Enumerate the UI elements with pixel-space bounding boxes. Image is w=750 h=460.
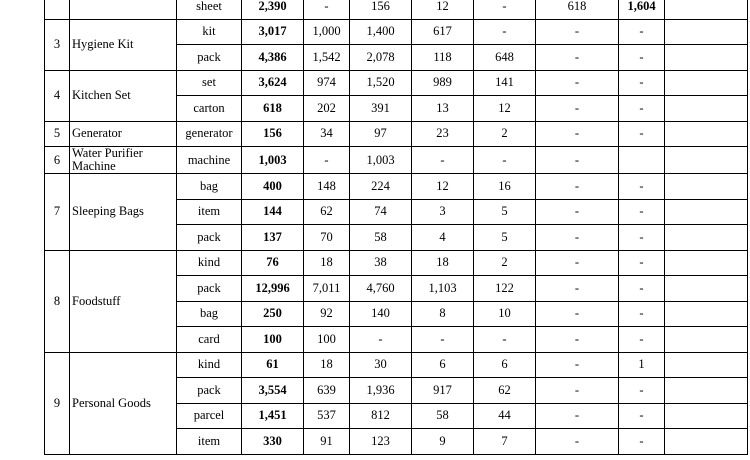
cell-col-d: 5	[474, 225, 536, 251]
cell-col-e: -	[536, 327, 619, 353]
cell-col-g	[665, 0, 748, 19]
cell-item-name: Water Purifier Machine	[70, 147, 177, 174]
table-row	[45, 19, 748, 45]
cell-col-g	[665, 147, 748, 174]
cell-total: 144	[242, 199, 304, 225]
cell-col-b: 97	[350, 121, 412, 147]
cell-col-f: -	[619, 276, 665, 302]
cell-col-g	[665, 96, 748, 122]
cell-col-a: 148	[304, 174, 350, 200]
cell-col-a: 62	[304, 199, 350, 225]
cell-item-name: Generator	[70, 121, 177, 147]
cell-col-b: 2,078	[350, 45, 412, 71]
cell-col-c: 18	[412, 250, 474, 276]
cell-col-e: -	[536, 225, 619, 251]
cell-total: 250	[242, 301, 304, 327]
relief-items-table	[44, 0, 748, 455]
cell-total: 156	[242, 121, 304, 147]
cell-col-b: 58	[350, 225, 412, 251]
cell-total: 4,386	[242, 45, 304, 71]
cell-col-d: -	[474, 19, 536, 45]
cell-col-d: -	[474, 147, 536, 174]
cell-col-c: 13	[412, 96, 474, 122]
cell-col-b: 140	[350, 301, 412, 327]
cell-col-g	[665, 121, 748, 147]
cell-col-g	[665, 70, 748, 96]
table-row	[45, 121, 748, 147]
cell-col-e: -	[536, 403, 619, 429]
cell-col-f: -	[619, 199, 665, 225]
cell-col-b: 1,003	[350, 147, 412, 174]
cell-col-f: -	[619, 96, 665, 122]
cell-col-c: 1,103	[412, 276, 474, 302]
cell-col-a: 1,000	[304, 19, 350, 45]
cell-col-d: 648	[474, 45, 536, 71]
cell-col-e: -	[536, 301, 619, 327]
cell-total: 12,996	[242, 276, 304, 302]
cell-col-g	[665, 429, 748, 455]
cell-col-c: 6	[412, 352, 474, 378]
cell-no: 9	[45, 352, 70, 454]
cell-no: 5	[45, 121, 70, 147]
cell-col-c: 12	[412, 174, 474, 200]
cell-col-f: 1	[619, 352, 665, 378]
cell-col-f: -	[619, 225, 665, 251]
cell-col-a: 7,011	[304, 276, 350, 302]
cell-col-c: 118	[412, 45, 474, 71]
cell-col-c: -	[412, 327, 474, 353]
cell-col-e: 618	[536, 0, 619, 19]
cell-col-g	[665, 45, 748, 71]
cell-col-f: -	[619, 19, 665, 45]
cell-unit: set	[177, 70, 242, 96]
cell-total: 137	[242, 225, 304, 251]
cell-total: 3,554	[242, 378, 304, 404]
cell-total: 400	[242, 174, 304, 200]
cell-col-e: -	[536, 70, 619, 96]
cell-unit: kind	[177, 352, 242, 378]
cell-unit: generator	[177, 121, 242, 147]
cell-col-d: 44	[474, 403, 536, 429]
cell-col-f: -	[619, 174, 665, 200]
cell-unit: sheet	[177, 0, 242, 19]
cell-col-a: 202	[304, 96, 350, 122]
cell-col-g	[665, 225, 748, 251]
cell-col-g	[665, 301, 748, 327]
cell-col-g	[665, 378, 748, 404]
cell-col-d: 141	[474, 70, 536, 96]
cell-col-e: -	[536, 121, 619, 147]
cell-item-name: Kitchen Set	[70, 70, 177, 121]
cell-col-f	[619, 147, 665, 174]
cell-col-d: -	[474, 0, 536, 19]
cell-col-b: 156	[350, 0, 412, 19]
cell-col-d: 2	[474, 250, 536, 276]
cell-unit: carton	[177, 96, 242, 122]
cell-unit: pack	[177, 276, 242, 302]
cell-col-a: 537	[304, 403, 350, 429]
cell-unit: pack	[177, 225, 242, 251]
cell-col-e: -	[536, 174, 619, 200]
cell-item-name	[70, 0, 177, 19]
cell-col-e: -	[536, 199, 619, 225]
cell-col-a: 18	[304, 352, 350, 378]
cell-unit: parcel	[177, 403, 242, 429]
cell-col-a: -	[304, 0, 350, 19]
cell-col-a: 91	[304, 429, 350, 455]
cell-col-g	[665, 327, 748, 353]
cell-col-e: -	[536, 378, 619, 404]
cell-col-a: 18	[304, 250, 350, 276]
cell-total: 2,390	[242, 0, 304, 19]
cell-col-c: 917	[412, 378, 474, 404]
cell-item-name: Foodstuff	[70, 250, 177, 352]
cell-col-f: -	[619, 45, 665, 71]
cell-col-f: -	[619, 70, 665, 96]
cell-no	[45, 0, 70, 19]
cell-col-b: 4,760	[350, 276, 412, 302]
cell-col-a: 639	[304, 378, 350, 404]
cell-no: 6	[45, 147, 70, 174]
cell-col-f: -	[619, 403, 665, 429]
cell-col-c: 9	[412, 429, 474, 455]
cell-col-b: 38	[350, 250, 412, 276]
cell-col-d: -	[474, 327, 536, 353]
cell-col-e: -	[536, 96, 619, 122]
cell-col-d: 10	[474, 301, 536, 327]
table-row	[45, 250, 748, 276]
cell-col-e: -	[536, 250, 619, 276]
cell-col-b: 1,400	[350, 19, 412, 45]
cell-col-c: 58	[412, 403, 474, 429]
cell-unit: pack	[177, 45, 242, 71]
cell-col-c: 989	[412, 70, 474, 96]
cell-col-g	[665, 174, 748, 200]
cell-col-d: 7	[474, 429, 536, 455]
cell-col-d: 122	[474, 276, 536, 302]
cell-col-b: 1,520	[350, 70, 412, 96]
cell-col-e: -	[536, 352, 619, 378]
cell-col-c: 23	[412, 121, 474, 147]
cell-col-g	[665, 199, 748, 225]
cell-col-d: 62	[474, 378, 536, 404]
cell-item-name: Hygiene Kit	[70, 19, 177, 70]
cell-col-c: 4	[412, 225, 474, 251]
cell-col-g	[665, 403, 748, 429]
cell-col-c: 8	[412, 301, 474, 327]
cell-col-b: 74	[350, 199, 412, 225]
cell-total: 3,624	[242, 70, 304, 96]
cell-col-g	[665, 352, 748, 378]
cell-col-e: -	[536, 45, 619, 71]
cell-unit: bag	[177, 301, 242, 327]
cell-col-f: 1,604	[619, 0, 665, 19]
cell-col-d: 2	[474, 121, 536, 147]
cell-no: 8	[45, 250, 70, 352]
cell-col-f: -	[619, 327, 665, 353]
cell-col-a: 34	[304, 121, 350, 147]
cell-col-c: 617	[412, 19, 474, 45]
cell-col-b: 391	[350, 96, 412, 122]
cell-col-f: -	[619, 429, 665, 455]
cell-unit: item	[177, 429, 242, 455]
cell-col-e: -	[536, 276, 619, 302]
cell-unit: bag	[177, 174, 242, 200]
cell-total: 100	[242, 327, 304, 353]
cell-no: 3	[45, 19, 70, 70]
cell-col-b: 812	[350, 403, 412, 429]
cell-col-a: -	[304, 147, 350, 174]
cell-col-a: 70	[304, 225, 350, 251]
cell-col-c: 3	[412, 199, 474, 225]
cell-total: 330	[242, 429, 304, 455]
table-row	[45, 70, 748, 96]
cell-total: 61	[242, 352, 304, 378]
cell-col-g	[665, 19, 748, 45]
cell-col-e: -	[536, 147, 619, 174]
cell-total: 618	[242, 96, 304, 122]
cell-no: 7	[45, 174, 70, 251]
cell-col-d: 5	[474, 199, 536, 225]
cell-col-a: 92	[304, 301, 350, 327]
cell-item-name: Sleeping Bags	[70, 174, 177, 251]
cell-item-name: Personal Goods	[70, 352, 177, 454]
cell-col-d: 16	[474, 174, 536, 200]
cell-unit: kit	[177, 19, 242, 45]
cell-col-f: -	[619, 250, 665, 276]
cell-unit: item	[177, 199, 242, 225]
cell-col-b: 123	[350, 429, 412, 455]
cell-col-f: -	[619, 378, 665, 404]
cell-col-a: 1,542	[304, 45, 350, 71]
cell-unit: card	[177, 327, 242, 353]
cell-no: 4	[45, 70, 70, 121]
cell-unit: machine	[177, 147, 242, 174]
cell-col-d: 12	[474, 96, 536, 122]
table-row	[45, 0, 748, 19]
cell-col-a: 974	[304, 70, 350, 96]
cell-col-e: -	[536, 429, 619, 455]
cell-col-b: 1,936	[350, 378, 412, 404]
cell-total: 76	[242, 250, 304, 276]
table-row	[45, 352, 748, 378]
cell-col-b: 224	[350, 174, 412, 200]
cell-col-g	[665, 250, 748, 276]
cell-unit: kind	[177, 250, 242, 276]
cell-col-b: -	[350, 327, 412, 353]
cell-col-g	[665, 276, 748, 302]
cell-unit: pack	[177, 378, 242, 404]
cell-total: 1,003	[242, 147, 304, 174]
cell-col-f: -	[619, 121, 665, 147]
cell-total: 1,451	[242, 403, 304, 429]
cell-col-e: -	[536, 19, 619, 45]
cell-col-a: 100	[304, 327, 350, 353]
cell-col-f: -	[619, 301, 665, 327]
cell-total: 3,017	[242, 19, 304, 45]
cell-col-d: 6	[474, 352, 536, 378]
cell-col-c: 12	[412, 0, 474, 19]
table-row	[45, 147, 748, 174]
table-body	[45, 0, 748, 454]
cell-col-c: -	[412, 147, 474, 174]
table-row	[45, 174, 748, 200]
cell-col-b: 30	[350, 352, 412, 378]
